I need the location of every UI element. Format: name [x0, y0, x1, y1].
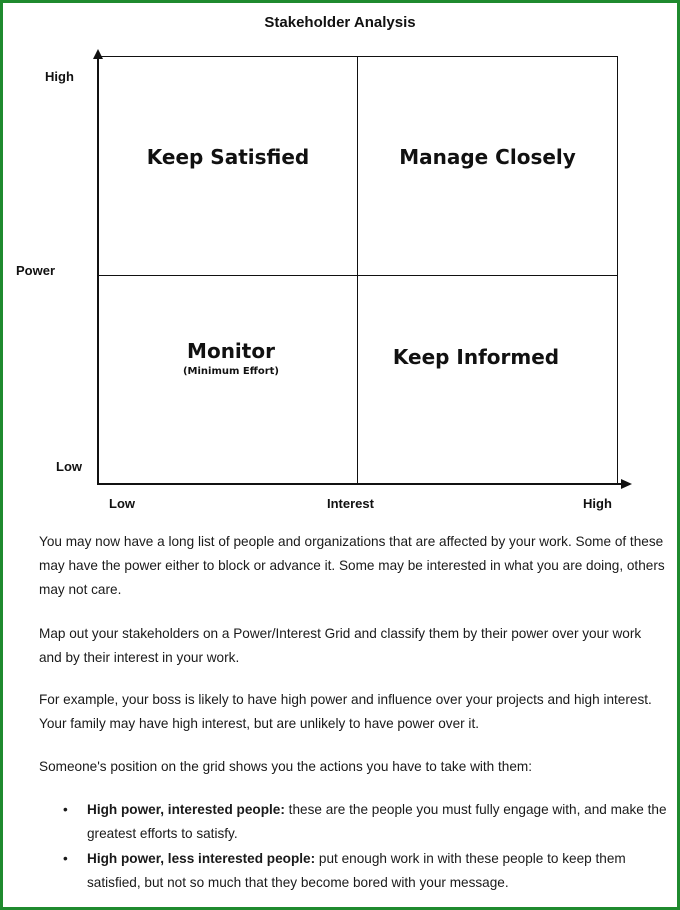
diagram-title: Stakeholder Analysis — [264, 14, 416, 31]
x-axis-title: Interest — [327, 496, 374, 511]
x-axis-line — [97, 483, 623, 485]
actions-paragraph: Someone's position on the grid shows you the actions you have to take with them: — [39, 759, 533, 774]
x-axis-low-label: Low — [109, 496, 135, 511]
grid-horizontal-divider — [99, 275, 617, 276]
quadrant-monitor-label: Monitor — [187, 339, 275, 363]
quadrant-manage-closely: Manage Closely — [399, 145, 576, 169]
list-item-heading: High power, interested people: — [87, 802, 285, 817]
y-axis-low-label: Low — [56, 459, 82, 474]
y-axis-high-label: High — [45, 69, 74, 84]
quadrant-keep-informed: Keep Informed — [392, 345, 560, 369]
grid-paragraph: Map out your stakeholders on a Power/Interest Grid and classify them by their power over your work and by their interest in your work. — [39, 626, 642, 665]
list-item — [39, 847, 667, 895]
quadrant-monitor-note: (Minimum Effort) — [182, 366, 280, 377]
list-item — [39, 798, 667, 846]
y-axis-title: Power — [16, 263, 56, 278]
list-item-text: put enough work in with these people to keep them satisfied, but not so much that they become bored with your message. — [87, 851, 626, 890]
quadrant-keep-satisfied: Keep Satisfied — [146, 145, 310, 169]
actions-list — [39, 798, 667, 896]
x-axis-high-label: High — [583, 496, 612, 511]
example-paragraph: For example, your boss is likely to have high power and influence over your projects and high interest. Your family may have high interest, but are unlikely to have power over it. — [39, 692, 652, 731]
list-item-text: these are the people you must fully engage with, and make the greatest efforts to satisfy. — [87, 802, 667, 841]
intro-paragraph: You may now have a long list of people and organizations that are affected by your work. Some of these may have the power either to block or advance it. Some may be interested in what you are doing, others may not care. — [39, 534, 665, 597]
quadrant-monitor — [99, 339, 363, 377]
power-interest-grid — [99, 56, 618, 483]
x-axis-arrow — [621, 479, 632, 489]
bullet-icon: • — [63, 851, 68, 866]
grid-vertical-divider — [357, 57, 358, 483]
bullet-icon: • — [63, 802, 68, 817]
list-item-heading: High power, less interested people: — [87, 851, 316, 866]
